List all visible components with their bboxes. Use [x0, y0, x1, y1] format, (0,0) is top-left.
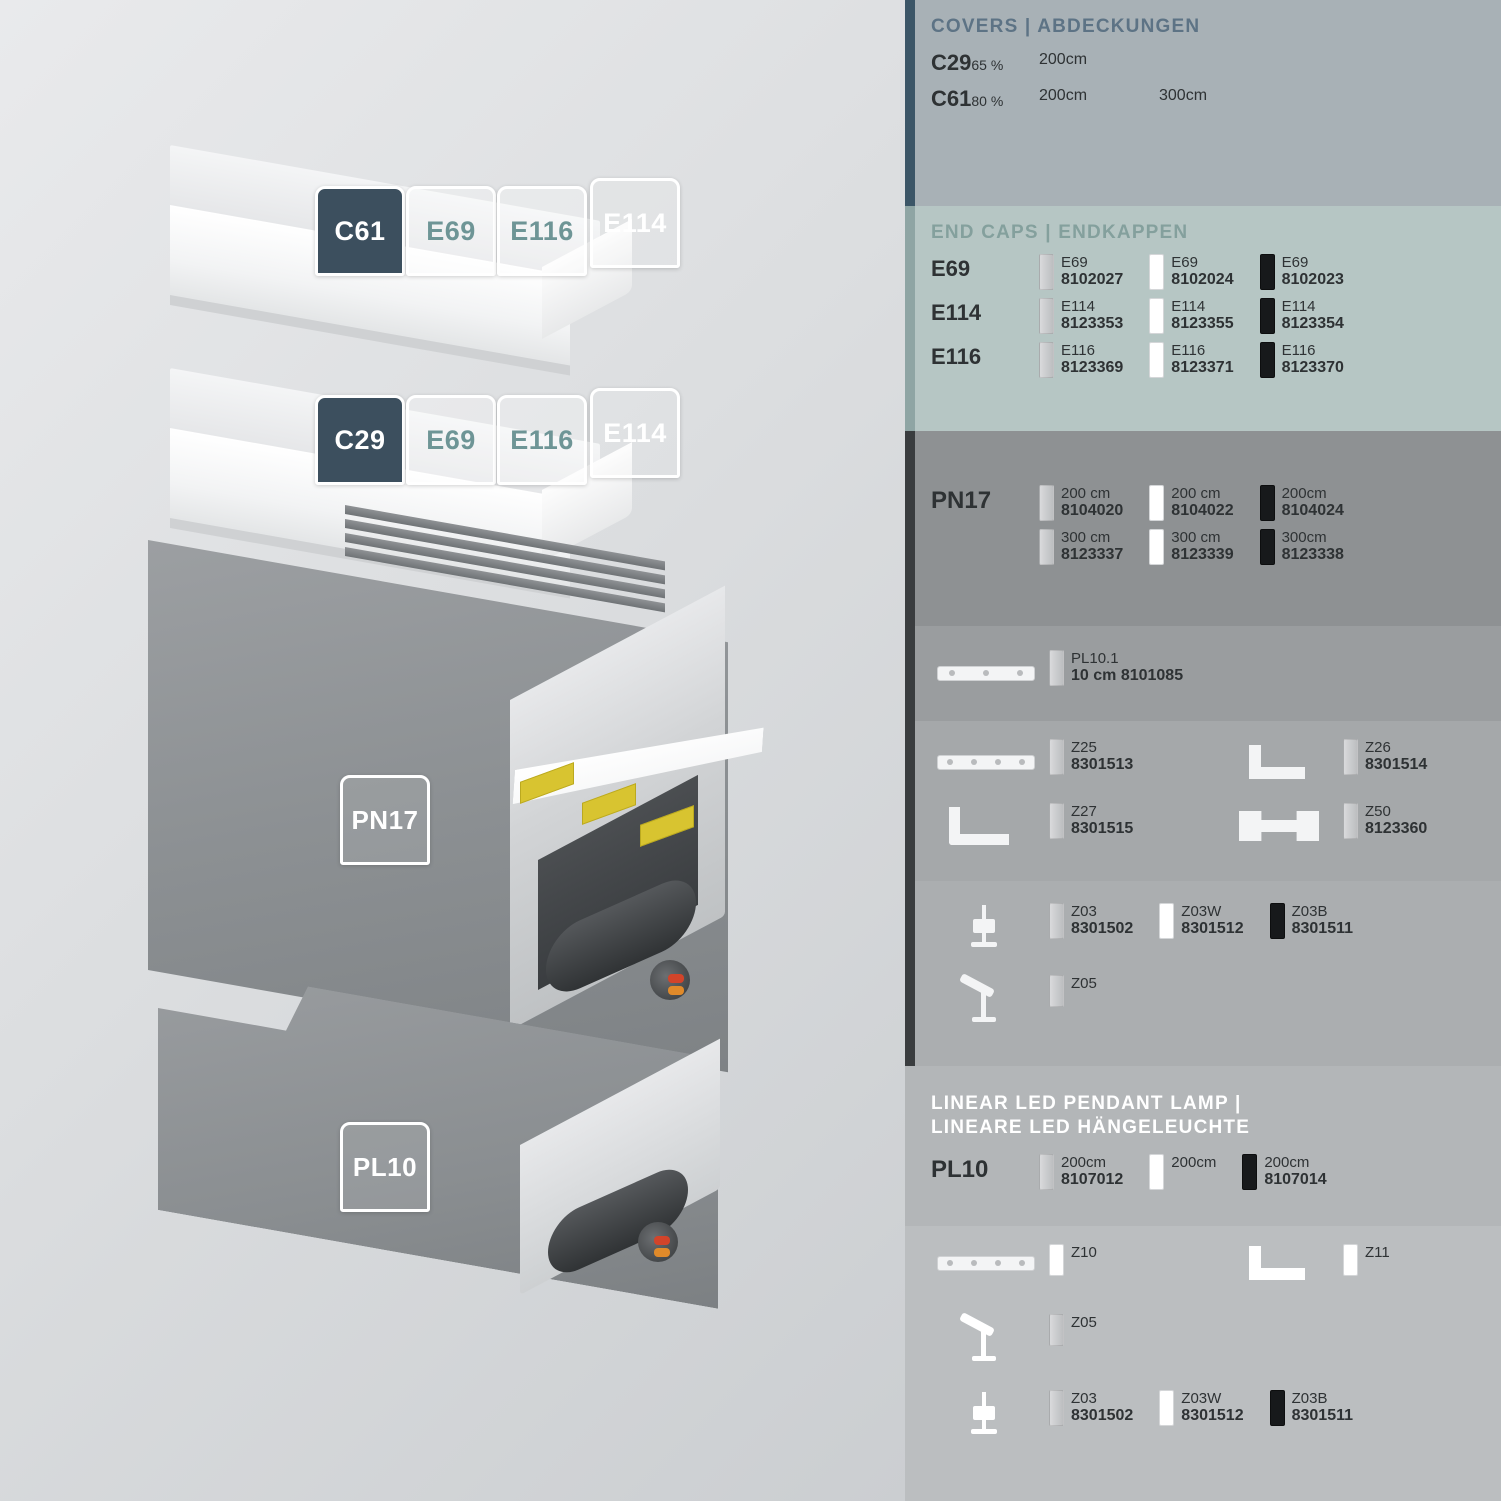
pn17-code: PN17 — [931, 487, 992, 514]
end-caps-row-e69 — [931, 254, 1485, 290]
list-item[interactable]: E116 8123370 — [1260, 342, 1344, 378]
accessory-row — [931, 1314, 1485, 1360]
swatch-silver-icon — [1039, 342, 1054, 378]
list-item[interactable]: E114 8123353 — [1039, 298, 1123, 334]
wire-suspension-icon — [931, 1314, 1041, 1360]
accessory-row — [931, 650, 1485, 696]
list-item[interactable]: Z05 — [1049, 1314, 1097, 1346]
swatch-white-icon — [1149, 485, 1164, 521]
end-caps-code-e116: E116 — [931, 344, 982, 369]
badge-e69-mid[interactable]: E69 — [406, 395, 496, 485]
list-item[interactable]: 200cm 8107014 — [1242, 1154, 1326, 1190]
end-caps-row-e114 — [931, 298, 1485, 334]
pendant-title: LINEAR LED PENDANT LAMP | LINEARE LED HÄNGELEUCHTE — [931, 1093, 1251, 1138]
section-accessory-pl10 — [905, 1226, 1501, 1501]
list-item[interactable]: 300 cm 8123337 — [1039, 529, 1123, 565]
section-accent-bar — [905, 431, 915, 626]
list-item[interactable]: Z10 — [1049, 1244, 1199, 1276]
legend-panel — [905, 0, 1501, 1501]
end-caps-code-e114: E114 — [931, 300, 982, 325]
accessory-row — [931, 1390, 1485, 1436]
joiner-icon — [1225, 803, 1335, 849]
cable-conductor-orange — [668, 986, 684, 995]
badge-c61[interactable]: C61 — [315, 186, 405, 276]
swatch-silver-icon — [1049, 739, 1064, 775]
swatch-black-icon — [1260, 254, 1275, 290]
swatch-white-icon — [1159, 1390, 1174, 1426]
pn17-row-300 — [931, 529, 1485, 565]
swatch-silver-icon — [1049, 975, 1064, 1007]
accessory-row — [931, 903, 1485, 949]
covers-code-c61: C6180 % — [931, 86, 1004, 111]
list-item[interactable]: E114 8123354 — [1260, 298, 1344, 334]
list-item[interactable]: 200 cm 8104020 — [1039, 485, 1123, 521]
list-item[interactable]: Z26 8301514 — [1343, 739, 1427, 775]
perforated-bracket-icon — [931, 739, 1041, 785]
badge-e69-top[interactable]: E69 — [406, 186, 496, 276]
list-item[interactable]: Z03 8301502 — [1049, 903, 1133, 939]
corner-bracket-icon — [1225, 1244, 1335, 1284]
swatch-white-icon — [1343, 1244, 1358, 1276]
list-item[interactable]: Z05 — [1049, 975, 1097, 1007]
list-item[interactable]: Z03B 8301511 — [1270, 1390, 1353, 1426]
list-item[interactable]: 200 cm 8104022 — [1149, 485, 1233, 521]
badge-e114-mid[interactable]: E114 — [590, 388, 680, 478]
pendant-row-pl10 — [931, 1154, 1485, 1190]
covers-row-c61 — [931, 84, 1485, 112]
list-item[interactable]: Z11 — [1343, 1244, 1390, 1276]
badge-pl10[interactable]: PL10 — [340, 1122, 430, 1212]
swatch-silver-icon — [1049, 1390, 1064, 1426]
list-item[interactable]: Z03 8301502 — [1049, 1390, 1133, 1426]
swatch-black-icon — [1260, 529, 1275, 565]
suspension-icon — [931, 1390, 1041, 1436]
swatch-silver-icon — [1343, 739, 1358, 775]
list-item[interactable]: Z03B 8301511 — [1270, 903, 1353, 939]
section-covers — [905, 0, 1501, 206]
suspension-icon — [931, 903, 1041, 949]
swatch-silver-icon — [1343, 803, 1358, 839]
section-pn17 — [905, 431, 1501, 626]
swatch-silver-icon — [1049, 803, 1064, 839]
cable-conductor-red — [668, 974, 684, 983]
swatch-black-icon — [1260, 298, 1275, 334]
badge-pn17[interactable]: PN17 — [340, 775, 430, 865]
list-item[interactable]: E116 8123369 — [1039, 342, 1123, 378]
swatch-white-icon — [1149, 254, 1164, 290]
corner-bracket-icon — [1225, 739, 1335, 785]
list-item[interactable]: 200cm 8107012 — [1039, 1154, 1123, 1190]
swatch-silver-icon — [1039, 1154, 1054, 1190]
badge-e116-top[interactable]: E116 — [497, 186, 587, 276]
l-bracket-icon — [931, 803, 1041, 849]
end-caps-title: END CAPS | ENDKAPPEN — [931, 222, 1189, 243]
list-item[interactable]: Z03W 8301512 — [1159, 1390, 1243, 1426]
list-item[interactable]: Z27 8301515 — [1049, 803, 1199, 839]
accessory-row — [931, 803, 1485, 849]
swatch-white-icon — [1149, 298, 1164, 334]
list-item[interactable]: 200cm 8104024 — [1260, 485, 1344, 521]
covers-c61-length-1: 200cm — [1039, 87, 1088, 104]
badge-c29[interactable]: C29 — [315, 395, 405, 485]
list-item[interactable]: PL10.1 10 cm 8101085 — [1049, 650, 1183, 686]
list-item[interactable]: E69 8102024 — [1149, 254, 1233, 290]
section-accessory-pl10-1 — [905, 626, 1501, 721]
pn17-row-200 — [931, 485, 1485, 521]
section-accent-bar — [905, 881, 915, 1066]
list-item[interactable]: Z25 8301513 — [1049, 739, 1199, 775]
swatch-black-icon — [1270, 903, 1285, 939]
end-caps-code-e69: E69 — [931, 256, 971, 281]
accessory-row — [931, 975, 1485, 1021]
list-item[interactable]: 200cm — [1149, 1154, 1216, 1190]
badge-e114-top[interactable]: E114 — [590, 178, 680, 268]
swatch-silver-icon — [1039, 254, 1054, 290]
swatch-black-icon — [1270, 1390, 1285, 1426]
section-accessory-suspensions — [905, 881, 1501, 1066]
swatch-silver-icon — [1049, 1314, 1064, 1346]
list-item[interactable]: Z50 8123360 — [1343, 803, 1427, 839]
section-accent-bar — [905, 1066, 915, 1226]
section-accent-bar — [905, 1226, 915, 1501]
pl10-conductor-orange — [654, 1248, 670, 1257]
swatch-silver-icon — [1039, 529, 1054, 565]
accessory-row — [931, 739, 1485, 785]
section-accent-bar — [905, 0, 915, 206]
covers-title: COVERS | ABDECKUNGEN — [931, 16, 1201, 37]
badge-e116-mid[interactable]: E116 — [497, 395, 587, 485]
section-pendant-lamp — [905, 1066, 1501, 1226]
swatch-black-icon — [1260, 485, 1275, 521]
covers-c61-length-2: 300cm — [1159, 87, 1208, 104]
end-caps-row-e116 — [931, 342, 1485, 378]
section-accessory-brackets — [905, 721, 1501, 881]
covers-row-c29 — [931, 48, 1485, 76]
swatch-white-icon — [1149, 342, 1164, 378]
swatch-black-icon — [1260, 342, 1275, 378]
list-item[interactable]: E69 8102027 — [1039, 254, 1123, 290]
section-accent-bar — [905, 626, 915, 721]
perforated-bracket-icon — [931, 1244, 1041, 1284]
list-item[interactable]: E114 8123355 — [1149, 298, 1233, 334]
swatch-white-icon — [1159, 903, 1174, 939]
list-item[interactable]: E116 8123371 — [1149, 342, 1233, 378]
accessory-row — [931, 1244, 1485, 1284]
covers-c29-length-1: 200cm — [1039, 51, 1088, 68]
swatch-silver-icon — [1039, 298, 1054, 334]
wire-suspension-icon — [931, 975, 1041, 1021]
section-accent-bar — [905, 721, 915, 881]
swatch-white-icon — [1149, 529, 1164, 565]
swatch-white-icon — [1149, 1154, 1164, 1190]
section-accent-bar — [905, 206, 915, 431]
flat-bracket-icon — [931, 650, 1041, 696]
list-item[interactable]: 300 cm 8123339 — [1149, 529, 1233, 565]
list-item[interactable]: 300cm 8123338 — [1260, 529, 1344, 565]
swatch-silver-icon — [1049, 650, 1064, 686]
list-item[interactable]: Z03W 8301512 — [1159, 903, 1243, 939]
swatch-silver-icon — [1039, 485, 1054, 521]
swatch-white-icon — [1049, 1244, 1064, 1276]
pendant-code: PL10 — [931, 1155, 989, 1183]
swatch-black-icon — [1242, 1154, 1257, 1190]
swatch-silver-icon — [1049, 903, 1064, 939]
pl10-conductor-red — [654, 1236, 670, 1245]
covers-code-c29: C2965 % — [931, 50, 1004, 75]
list-item[interactable]: E69 8102023 — [1260, 254, 1344, 290]
section-end-caps — [905, 206, 1501, 431]
